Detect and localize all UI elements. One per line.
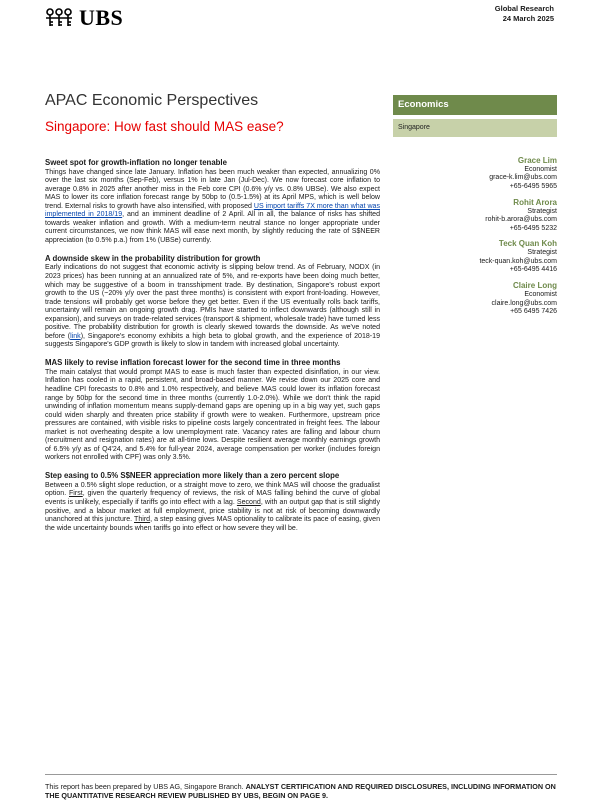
author-email[interactable]: claire.long@ubs.com: [491, 299, 557, 307]
ubs-logo: [44, 7, 123, 29]
section-heading: A downside skew in the probability distribution for growth: [45, 253, 261, 263]
section-paragraph: [45, 482, 380, 533]
author-role: Economist: [524, 166, 557, 173]
paragraph-text: , with an output gap that is still slightly positive, and a labour market at full employment, price stability is not at risk of becoming downwardly unanchored at this juncture.: [45, 499, 380, 524]
footer-lead: This report has been prepared by UBS AG, Singapore Branch.: [45, 782, 246, 791]
paragraph-text: , given the quarterly frequency of reviews, the risk of MAS falling behind the curve of global events is unlikely, especially if tariffs go into effect with a lag.: [45, 490, 380, 506]
report-body: [45, 158, 380, 533]
region-banner: Singapore: [393, 119, 557, 137]
author-email[interactable]: rohit-b.arora@ubs.com: [485, 216, 557, 224]
author-role: Strategist: [527, 249, 557, 257]
author-name: Grace Lim: [517, 156, 557, 165]
author-name: Claire Long: [512, 281, 557, 291]
author-name: Teck Quan Koh: [498, 239, 557, 249]
author-phone: +65-6495 5232: [509, 224, 557, 232]
footer-divider: [45, 774, 557, 775]
ubs-keys-icon: [44, 8, 74, 28]
author-role: Economist: [524, 291, 557, 299]
author-card: [393, 198, 557, 233]
section-paragraph: [45, 169, 380, 246]
author-phone: +65-6495 4416: [509, 266, 557, 274]
section-heading: MAS likely to revise inflation forecast lower for the second time in three months: [45, 358, 341, 368]
report-header: [495, 4, 554, 24]
section-heading: Step easing to 0.5% S$NEER appreciation more likely than a zero percent slope: [45, 471, 340, 481]
paragraph-text: ), Singapore's economy exhibits a high beta to global growth, and the experience of 2018-19 suggests Singapore's GDP growth is likely to slow in tandem with increased global uncertainty.: [45, 332, 380, 349]
reference-link[interactable]: link: [70, 332, 81, 340]
author-role: Strategist: [527, 207, 557, 215]
sidebar: [393, 95, 557, 323]
section-paragraph: The main catalyst that would prompt MAS to ease is much faster than expected disinflation, in our view. Inflation has cooled in a rapid, persistent, and broad-based manner. We revise down our 2025 core and headline CPI forecasts to 0.8% and 1.0% respectively, and believe MAS could lower its inflation forecast range by 50bp for the second time in three months (currently 1.0-2.0%). While we don't think the rapid unwinding of inflation momentum means supply-demand gaps are opening up in a big way yet, such gaps could widen sharply and threaten price stability if growth were to weaken. Furthermore, upstream price pressures are contained, with visible risks to pipeline costs largely concentrated in freight fees. The labour market is not overheating despite a low unemployment rate. Vacancy rates are falling and labour churn (recruitment and resignation rates) are at all-time lows. Despite resilient average monthly earnings growth of 6.5% y/y as of Q4'24, and 5.4% for full-year 2024, average compensation per worker (includes foreign workers not enrolled with CPF) was only 3.5%.: [45, 368, 380, 462]
report-label: Global Research: [494, 4, 554, 13]
author-email[interactable]: teck-quan.koh@ubs.com: [479, 257, 557, 265]
brand-name: UBS: [79, 5, 124, 30]
emphasis-third: Third: [134, 516, 151, 524]
author-phone: +65 6495 7426: [510, 307, 557, 315]
author-card: [393, 281, 557, 316]
author-list: [393, 156, 557, 316]
author-name: Rohit Arora: [513, 197, 557, 207]
tariff-link[interactable]: US import tariffs 7X more than what was implemented in 2018/19: [45, 202, 380, 219]
section-heading: Sweet spot for growth-inflation no longer tenable: [45, 158, 227, 167]
author-email[interactable]: grace-k.lim@ubs.com: [489, 174, 557, 182]
footer-disclosure: ANALYST CERTIFICATION AND REQUIRED DISCLOSURES, INCLUDING INFORMATION ON THE QUANTITATIVE RESEARCH REVIEW PUBLISHED BY UBS, BEGIN ON PAGE 9.: [45, 782, 556, 800]
paragraph-text: , a step easing gives MAS optionality to calibrate its pace of easing, given the wide uncertainty bounds when tariffs go into effect or how severe they will be.: [45, 516, 380, 532]
paragraph-text: Between a 0.5% slight slope reduction, or a straight move to zero, we think MAS will choose the gradualist option.: [45, 481, 380, 498]
page-title: APAC Economic Perspectives: [45, 92, 259, 109]
author-card: [393, 239, 557, 274]
author-phone: +65-6495 5965: [509, 182, 557, 190]
section-paragraph: [45, 264, 380, 349]
disclosure-footer: [45, 782, 557, 800]
paragraph-text: Early indications do not suggest that economic activity is slipping below trend. As of February, NODX (in 2023 prices) has been running at an annualized rate of 5%, and re-exports have been doing much better, which may be suggestive of a boom in transshipment trade. By destination, Singapore's robust export growth to the US (~20% y/y over the past three months) is consistent with export front-loading. However, trade tensions will probably get worse before they get better. Even if the US eventually rolls back tariffs, uncertainty will remain an ongoing growth drag. PMIs have started to inflect downwards (although still in expansion), and surveys on trade-related services (transport & shipment, wholesale trade) have turned less positive. The probability distribution for growth is clearly skewed towards the downside. As we've noted before (: [45, 264, 380, 340]
category-banner: Economics: [393, 95, 557, 115]
paragraph-text: , and an imminent deadline of 2 April. All in all, the balance of risks has shifted towards weaker inflation and growth. With a medium-term neutral stance no longer appropriate under current circumstances, we now think MAS will ease next month, by slightly reducing the rate of S$NEER appreciation (to 0.5% p.a.) from 1% (UBSe) currently.: [45, 211, 380, 244]
report-date: 24 March 2025: [502, 14, 554, 23]
page-subtitle: Singapore: How fast should MAS ease?: [45, 119, 284, 134]
author-card: [393, 156, 557, 191]
emphasis-first: First: [69, 490, 83, 498]
emphasis-second: Second: [236, 499, 261, 506]
paragraph-text: Things have changed since late January. Inflation has been much weaker than expected, annualizing 0% over the last six months (Sep-Feb), versus 1% in late Jan (Jul-Dec). We now forecast core inflation to average 0.8% in 2025 after another miss in the Feb core CPI (0.6% y/y vs. 0.8% UBSe). We also expect MAS to lower its core inflation forecast range by 50bp to (0.5-1.5%) at its April MPS, which is well below trend. External risks to growth have also intensified, with proposed: [45, 168, 380, 210]
